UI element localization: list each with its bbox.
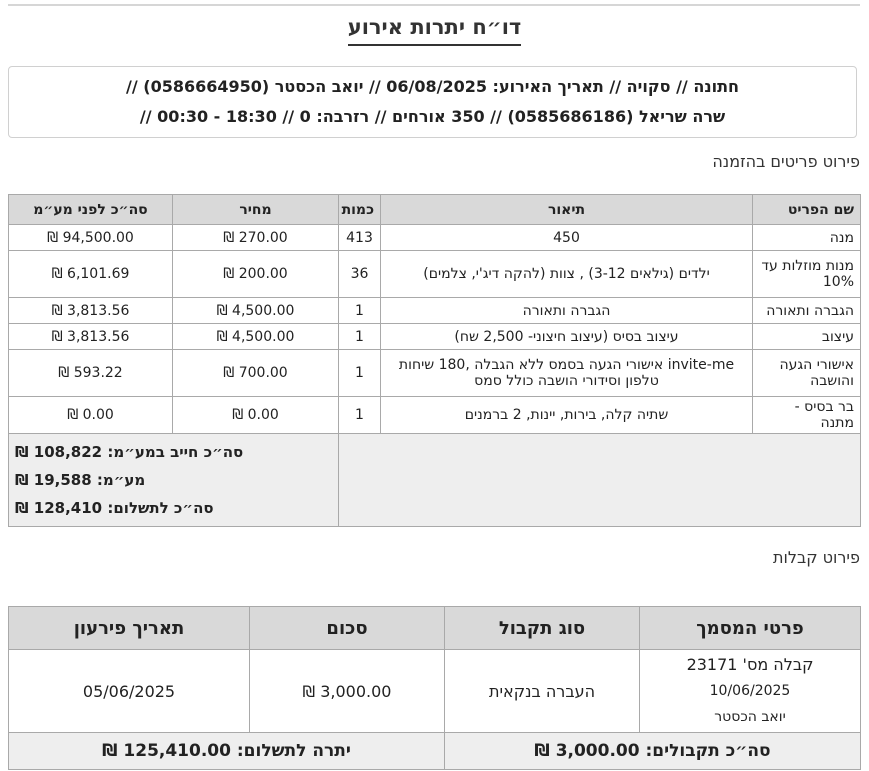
item-price: 270.00 ₪ <box>173 225 339 251</box>
header-price: מחיר <box>173 195 339 225</box>
items-summary-row <box>9 434 861 527</box>
item-total: 94,500.00 ₪ <box>9 225 173 251</box>
item-total: 593.22 ₪ <box>9 350 173 397</box>
item-quantity: 1 <box>339 397 381 434</box>
table-row <box>9 251 861 298</box>
item-total: 6,101.69 ₪ <box>9 251 173 298</box>
receipt-date: 10/06/2025 <box>709 683 791 699</box>
receipt-payer-name: יואב הכסטר <box>714 709 786 725</box>
item-description: 450 <box>381 225 753 251</box>
receipt-amount: 3,000.00 ₪ <box>250 650 445 733</box>
item-name: בר בסיס - מתנה <box>753 397 861 434</box>
item-description: invite-me אישורי הגעה בסמס ללא הגבלה ,180 שיחות טלפון וסידורי הושבה כולל סמס <box>381 350 753 397</box>
summary-cell <box>9 434 339 527</box>
items-table <box>8 194 861 527</box>
header-description: תיאור <box>381 195 753 225</box>
table-row <box>9 225 861 251</box>
item-price: 700.00 ₪ <box>173 350 339 397</box>
vat-amount: מע״מ: 19,588 ₪ <box>15 471 146 489</box>
table-row <box>9 324 861 350</box>
table-row <box>9 350 861 397</box>
event-info-line-1: חתונה // סקויה // תאריך האירוע: 06/08/2025 // יואב הכסטר (0586664950) // <box>126 77 739 96</box>
balance-due: יתרה לתשלום: 125,410.00 ₪ <box>9 733 445 770</box>
item-description: הגברה ותאורה <box>381 298 753 324</box>
item-name: הגברה ותאורה <box>753 298 861 324</box>
total-received: סה״כ תקבולים: 3,000.00 ₪ <box>445 733 861 770</box>
item-description: שתיה קלה, בירות, יינות, 2 ברמנים <box>381 397 753 434</box>
header-payment-type: סוג תקבול <box>445 607 640 650</box>
item-description: עיצוב בסיס (עיצוב חיצוני- 2,500 שח) <box>381 324 753 350</box>
header-amount: סכום <box>250 607 445 650</box>
item-quantity: 36 <box>339 251 381 298</box>
item-name: אישורי הגעה והושבה <box>753 350 861 397</box>
header-item-name: שם הפריט <box>753 195 861 225</box>
table-row <box>9 298 861 324</box>
item-price: 4,500.00 ₪ <box>173 298 339 324</box>
item-total: 3,813.56 ₪ <box>9 298 173 324</box>
receipts-footer-row <box>9 733 861 770</box>
receipts-header-row <box>9 607 861 650</box>
event-info-box <box>8 66 857 138</box>
page-title: דו״ח יתרות אירוע <box>348 14 522 46</box>
item-description: ילדים (גילאים 3-12) , צוות (להקה דיג'י, צלמים) <box>381 251 753 298</box>
subtotal-vatable: סה״כ חייב במע״מ: 108,822 ₪ <box>15 443 244 461</box>
item-quantity: 1 <box>339 298 381 324</box>
item-price: 200.00 ₪ <box>173 251 339 298</box>
table-row <box>9 650 861 733</box>
header-due-date: תאריך פירעון <box>9 607 250 650</box>
receipt-payment-type: העברה בנקאית <box>445 650 640 733</box>
item-total: 3,813.56 ₪ <box>9 324 173 350</box>
items-section-title: פירוט פריטים בהזמנה <box>712 152 860 171</box>
header-document-details: פרטי המסמך <box>640 607 861 650</box>
top-divider <box>8 4 860 6</box>
total-to-pay: סה״כ לתשלום: 128,410 ₪ <box>15 499 214 517</box>
items-header-row <box>9 195 861 225</box>
item-name: מנות מוזלות עד 10% <box>753 251 861 298</box>
header-quantity: כמות <box>339 195 381 225</box>
title-wrapper <box>0 14 869 46</box>
item-quantity: 413 <box>339 225 381 251</box>
item-name: עיצוב <box>753 324 861 350</box>
receipt-document-cell <box>640 650 861 733</box>
item-price: 4,500.00 ₪ <box>173 324 339 350</box>
item-quantity: 1 <box>339 350 381 397</box>
receipt-due-date: 05/06/2025 <box>9 650 250 733</box>
receipts-section-title: פירוט קבלות <box>773 548 860 567</box>
event-info-line-2: שרה שריאל (0585686186) // 350 אורחים // רזרבה: 0 // 18:30 - 00:30 // <box>139 107 726 126</box>
receipts-table <box>8 606 861 770</box>
summary-empty-cell <box>339 434 861 527</box>
header-total-before-vat: סה״כ לפני מע״מ <box>9 195 173 225</box>
item-price: 0.00 ₪ <box>173 397 339 434</box>
item-name: מנה <box>753 225 861 251</box>
item-quantity: 1 <box>339 324 381 350</box>
table-row <box>9 397 861 434</box>
receipt-number: קבלה מס' 23171 <box>686 655 814 674</box>
item-total: 0.00 ₪ <box>9 397 173 434</box>
